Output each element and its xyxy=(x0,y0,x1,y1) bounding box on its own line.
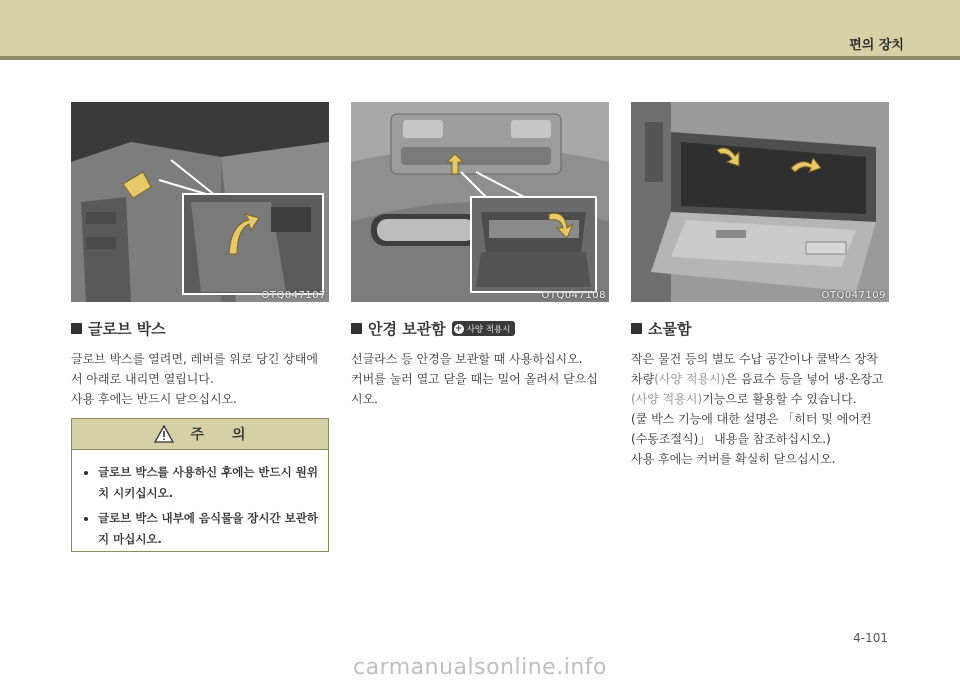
option-badge-label: 사양 적용시 xyxy=(466,324,511,335)
storage-text-3b: 기능으로 활용할 수 있습니다. xyxy=(702,392,857,406)
option-badge xyxy=(452,321,516,336)
sunglass-holder-text-3: 시오. xyxy=(351,392,378,406)
sunglass-holder-text-1: 선글라스 등 안경을 보관할 때 사용하십시오. xyxy=(351,352,583,366)
storage-option-note: (사양 적용시) xyxy=(631,392,703,406)
sunglass-holder-heading xyxy=(351,318,609,339)
header-band xyxy=(0,0,960,56)
header-rule xyxy=(0,56,960,60)
square-bullet-icon xyxy=(631,323,642,334)
sunglass-holder-title: 안경 보관함 xyxy=(368,320,446,338)
glove-box-illustration xyxy=(71,102,329,302)
storage-heading xyxy=(631,318,889,339)
caution-header xyxy=(72,419,328,450)
watermark: carmanualsonline.info xyxy=(353,655,607,680)
storage-text-6: 사용 후에는 커버를 확실히 닫으십시오. xyxy=(631,452,836,466)
glove-box-figure xyxy=(71,102,329,302)
caution-item: • 글로브 박스를 사용하신 후에는 반드시 원위치 시키십시오. xyxy=(98,462,318,504)
warning-triangle-icon xyxy=(154,425,174,443)
sunglass-holder-text-2: 커버를 눌러 열고 닫을 때는 밀어 올려서 닫으십 xyxy=(351,372,598,386)
sunglass-holder-illustration xyxy=(351,102,609,302)
storage-text-2 xyxy=(631,369,889,389)
square-bullet-icon xyxy=(351,323,362,334)
section-title: 편의 장치 xyxy=(849,38,904,53)
storage-text-2a: 차량 xyxy=(631,372,655,386)
storage-text-5: (수동조절식)」 내용을 참조하십시오.) xyxy=(631,432,831,446)
storage-box-figure xyxy=(631,102,889,302)
page-number: 4-101 xyxy=(853,631,888,645)
storage-title: 소물함 xyxy=(648,320,692,338)
glove-box-heading xyxy=(71,318,329,339)
storage-text-4: (쿨 박스 기능에 대한 설명은 「히터 및 에어컨 xyxy=(631,412,872,426)
glove-box-section xyxy=(71,318,329,409)
caution-box xyxy=(71,418,329,552)
glove-box-text-1: 글로브 박스를 열려면, 레버를 위로 당긴 상태에 xyxy=(71,352,318,366)
sunglass-holder-section xyxy=(351,318,609,409)
storage-option-note: (사양 적용시) xyxy=(654,372,726,386)
glove-box-text-3: 사용 후에는 반드시 닫으십시오. xyxy=(71,392,237,406)
storage-section xyxy=(631,318,889,469)
caution-item: • 글로브 박스 내부에 음식물을 장시간 보관하지 마십시오. xyxy=(98,508,318,550)
figure-code: OTQ047109 xyxy=(821,290,886,301)
storage-text-2c: 은 음료수 등을 넣어 냉·온장고 xyxy=(725,372,884,386)
figure-code: OTQ047107 xyxy=(261,290,326,301)
sunglass-holder-figure xyxy=(351,102,609,302)
glove-box-text-2: 서 아래로 내리면 열립니다. xyxy=(71,372,214,386)
glove-box-title: 글로브 박스 xyxy=(88,320,166,338)
storage-text-3 xyxy=(631,389,889,409)
caution-list xyxy=(72,462,328,550)
plus-icon: + xyxy=(454,323,463,334)
figure-code: OTQ047108 xyxy=(541,290,606,301)
storage-box-illustration xyxy=(631,102,889,302)
storage-text-1: 작은 물건 등의 별도 수납 공간이나 쿨박스 장착 xyxy=(631,352,878,366)
caution-title-2: 의 xyxy=(232,427,246,443)
square-bullet-icon xyxy=(71,323,82,334)
caution-title-1: 주 xyxy=(190,427,204,443)
